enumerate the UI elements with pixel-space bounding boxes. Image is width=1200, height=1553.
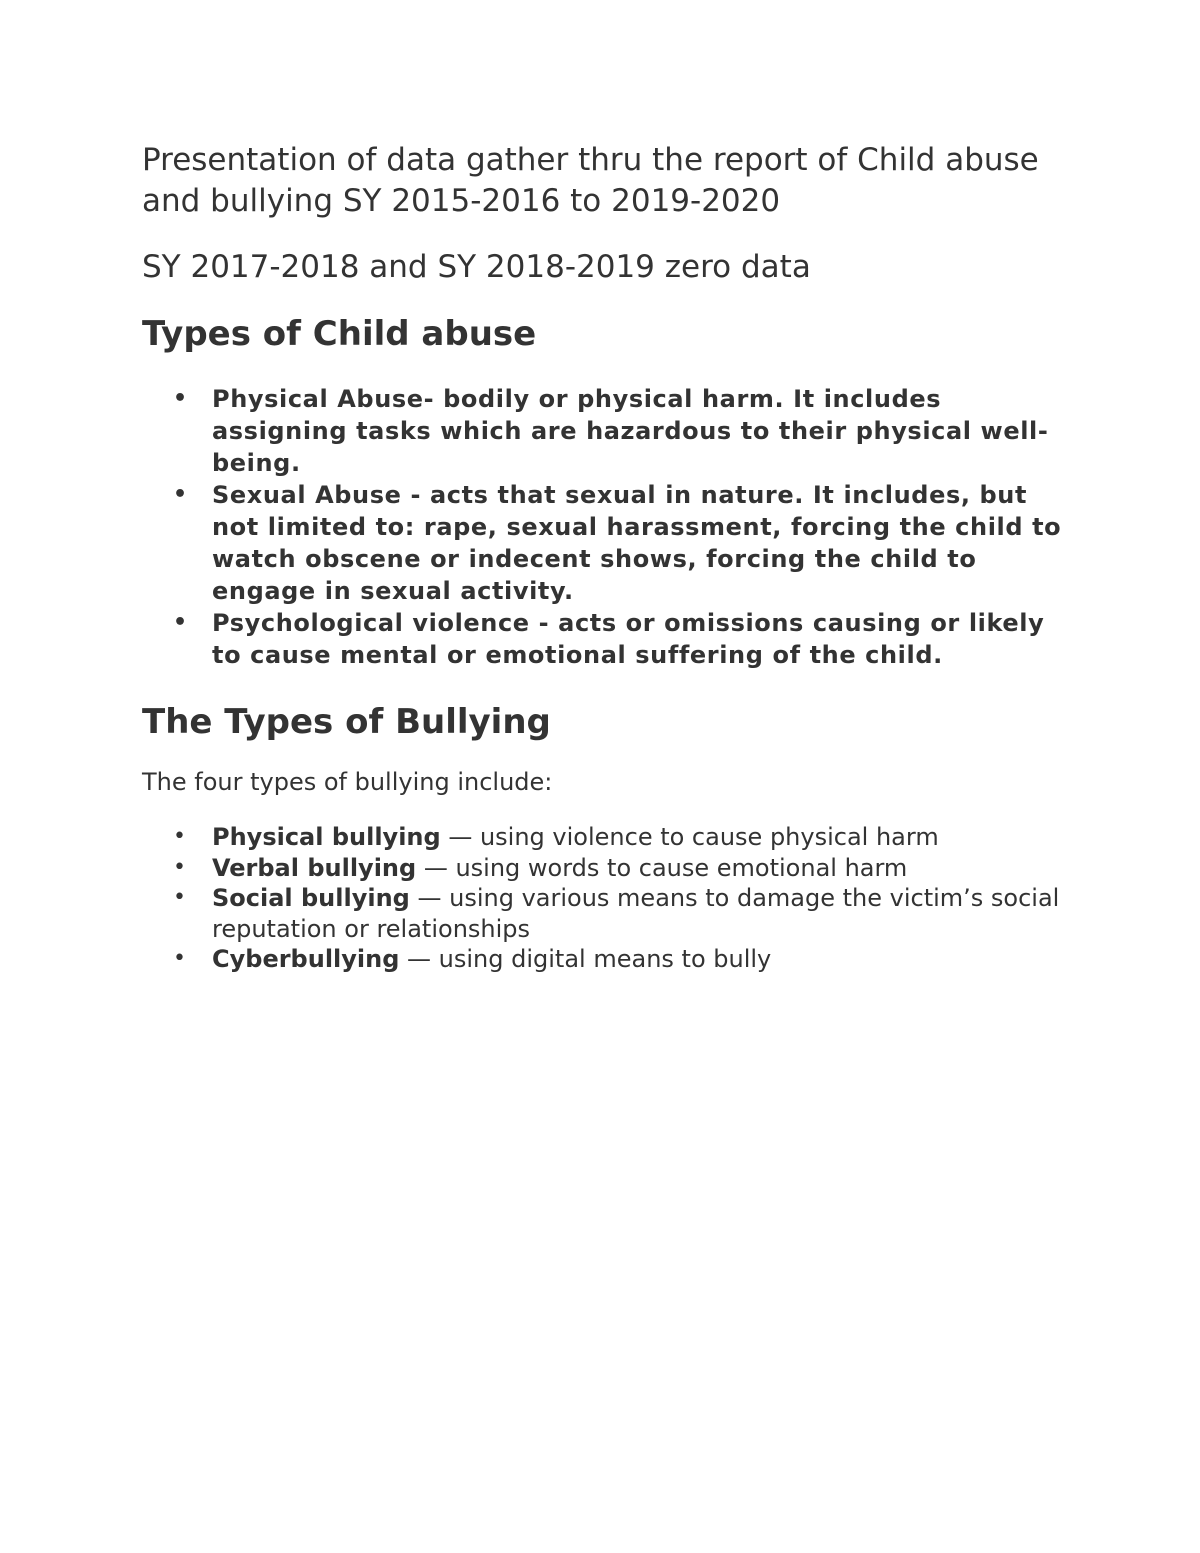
- bullet-icon: •: [173, 946, 186, 971]
- list-item: [173, 822, 1062, 853]
- list-item-text: Psychological violence - acts or omissions causing or likely to cause mental or emotional suffering of the child.: [212, 609, 1045, 669]
- child-abuse-list: [142, 383, 1062, 671]
- list-item: [173, 853, 1062, 884]
- bullying-intro: The four types of bullying include:: [142, 768, 553, 796]
- list-item-text: Physical Abuse- bodily or physical harm. It includes assigning tasks which are hazardous to their physical well-being.: [212, 385, 1049, 477]
- list-item: [173, 944, 1062, 975]
- list-item: [173, 883, 1062, 944]
- child-abuse-heading: Types of Child abuse: [142, 314, 537, 354]
- bullying-list: [142, 822, 1062, 975]
- bullet-icon: •: [173, 824, 186, 849]
- list-item-text: Sexual Abuse - acts that sexual in nature. It includes, but not limited to: rape, sexual harassment, forcing the child to watch obscene or indecent shows, forcing the child to engage in sexual activity.: [212, 481, 1062, 605]
- bullying-term: Social bullying: [212, 884, 410, 912]
- bullying-description: — using words to cause emotional harm: [416, 853, 908, 882]
- bullying-description: — using digital means to bully: [399, 945, 772, 973]
- bullying-term: Verbal bullying: [212, 853, 417, 882]
- bullet-icon: •: [173, 386, 188, 411]
- bullet-icon: •: [173, 482, 188, 507]
- bullet-icon: •: [173, 854, 186, 880]
- bullet-icon: •: [173, 885, 186, 910]
- list-item: [173, 383, 1062, 479]
- bullying-term: Cyberbullying: [212, 945, 400, 973]
- bullying-heading: The Types of Bullying: [142, 702, 551, 742]
- list-item: [173, 607, 1062, 671]
- document-subtitle: SY 2017-2018 and SY 2018-2019 zero data: [142, 249, 811, 285]
- bullet-icon: •: [173, 610, 188, 635]
- bullying-term: Physical bullying: [212, 823, 441, 851]
- document-page: [142, 140, 1062, 975]
- document-title: Presentation of data gather thru the report of Child abuse and bullying SY 2015-2016 to 2019-2020: [142, 142, 1039, 219]
- bullying-description: — using violence to cause physical harm: [440, 823, 939, 851]
- bullying-description: — using various means to damage the victim’s social reputation or relationships: [212, 884, 1060, 943]
- list-item: [173, 479, 1062, 607]
